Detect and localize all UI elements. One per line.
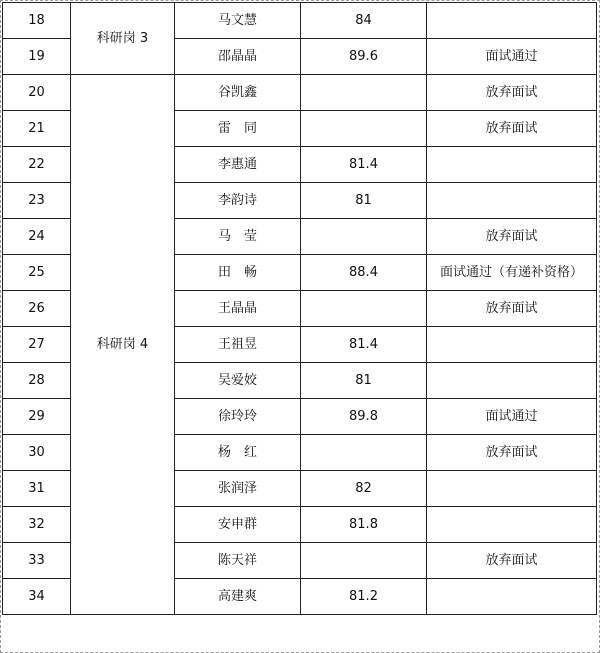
row-index-cell: 29	[3, 399, 71, 435]
row-index-cell: 33	[3, 543, 71, 579]
candidate-name-cell: 王祖昱	[175, 327, 301, 363]
score-cell: 81.4	[301, 327, 427, 363]
candidate-name-cell: 王晶晶	[175, 291, 301, 327]
score-cell: 81.2	[301, 579, 427, 615]
remark-cell: 面试通过	[427, 39, 597, 75]
candidate-name-cell: 马 莹	[175, 219, 301, 255]
score-cell: 88.4	[301, 255, 427, 291]
row-index-cell: 21	[3, 111, 71, 147]
remark-cell: 面试通过	[427, 399, 597, 435]
score-cell	[301, 219, 427, 255]
score-cell: 89.6	[301, 39, 427, 75]
remark-cell: 面试通过（有递补资格）	[427, 255, 597, 291]
position-cell: 科研岗 3	[71, 3, 175, 75]
row-index-cell: 23	[3, 183, 71, 219]
score-cell: 81	[301, 183, 427, 219]
candidate-name-cell: 谷凯鑫	[175, 75, 301, 111]
score-cell	[301, 435, 427, 471]
row-index-cell: 24	[3, 219, 71, 255]
candidate-name-cell: 陈天祥	[175, 543, 301, 579]
table-row	[3, 75, 597, 111]
remark-cell: 放弃面试	[427, 543, 597, 579]
candidate-name-cell: 李惠通	[175, 147, 301, 183]
row-index-cell: 19	[3, 39, 71, 75]
remark-cell	[427, 327, 597, 363]
candidate-results-table	[2, 2, 597, 615]
row-index-cell: 27	[3, 327, 71, 363]
row-index-cell: 32	[3, 507, 71, 543]
remark-cell	[427, 471, 597, 507]
row-index-cell: 25	[3, 255, 71, 291]
candidate-name-cell: 雷 同	[175, 111, 301, 147]
score-cell: 89.8	[301, 399, 427, 435]
candidate-name-cell: 李韵诗	[175, 183, 301, 219]
candidate-name-cell: 高建爽	[175, 579, 301, 615]
score-cell: 81	[301, 363, 427, 399]
remark-cell	[427, 579, 597, 615]
row-index-cell: 31	[3, 471, 71, 507]
remark-cell: 放弃面试	[427, 75, 597, 111]
remark-cell: 放弃面试	[427, 111, 597, 147]
row-index-cell: 20	[3, 75, 71, 111]
remark-cell	[427, 3, 597, 39]
position-cell: 科研岗 4	[71, 75, 175, 615]
remark-cell: 放弃面试	[427, 219, 597, 255]
table-row	[3, 3, 597, 39]
row-index-cell: 22	[3, 147, 71, 183]
candidate-name-cell: 徐玲玲	[175, 399, 301, 435]
score-cell: 84	[301, 3, 427, 39]
remark-cell: 放弃面试	[427, 435, 597, 471]
score-cell: 81.4	[301, 147, 427, 183]
remark-cell	[427, 183, 597, 219]
candidate-name-cell: 安申群	[175, 507, 301, 543]
candidate-name-cell: 马文慧	[175, 3, 301, 39]
score-cell: 81.8	[301, 507, 427, 543]
row-index-cell: 34	[3, 579, 71, 615]
row-index-cell: 26	[3, 291, 71, 327]
candidate-name-cell: 杨 红	[175, 435, 301, 471]
score-cell	[301, 75, 427, 111]
score-cell	[301, 543, 427, 579]
remark-cell	[427, 147, 597, 183]
candidate-name-cell: 张润泽	[175, 471, 301, 507]
candidate-name-cell: 吴爱姣	[175, 363, 301, 399]
remark-cell	[427, 363, 597, 399]
results-table-body	[3, 3, 597, 615]
candidate-name-cell: 邵晶晶	[175, 39, 301, 75]
row-index-cell: 30	[3, 435, 71, 471]
score-cell: 82	[301, 471, 427, 507]
row-index-cell: 28	[3, 363, 71, 399]
remark-cell	[427, 507, 597, 543]
remark-cell: 放弃面试	[427, 291, 597, 327]
candidate-name-cell: 田 畅	[175, 255, 301, 291]
score-cell	[301, 291, 427, 327]
score-cell	[301, 111, 427, 147]
row-index-cell: 18	[3, 3, 71, 39]
